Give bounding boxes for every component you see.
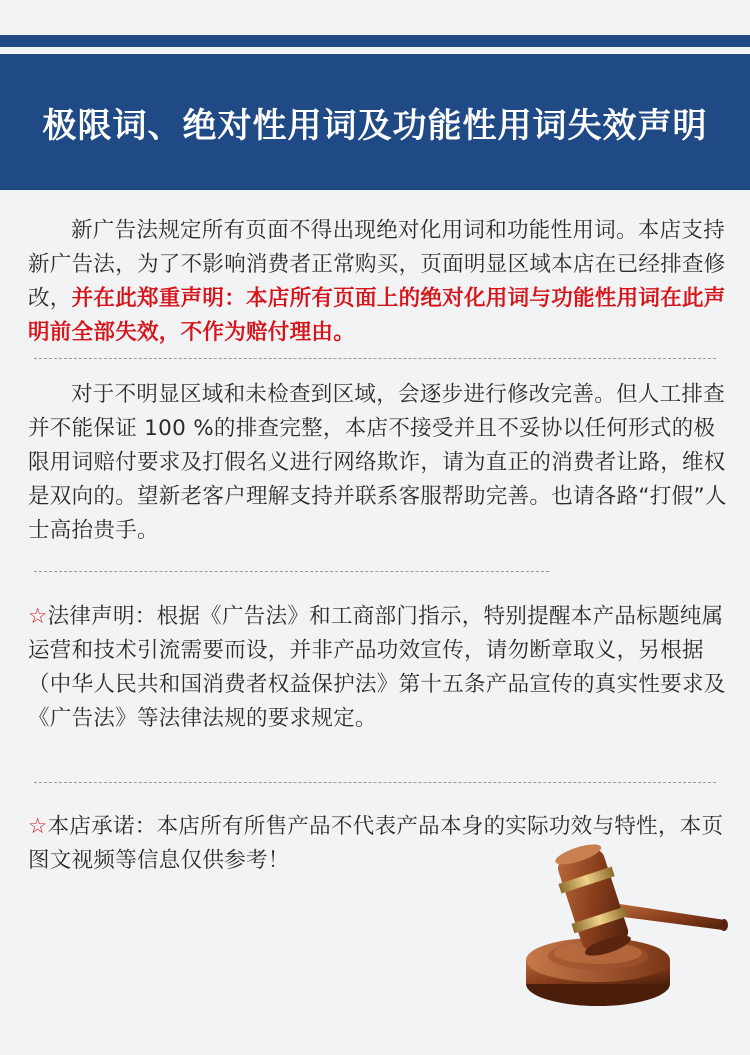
top-strip bbox=[0, 0, 750, 22]
store-promise-text: 本店承诺：本店所有所售产品不代表产品本身的实际功效与特性，本页图文视频等信息仅供参考！ bbox=[28, 814, 724, 873]
legal-statement-paragraph bbox=[28, 600, 728, 736]
page-title: 极限词、绝对性用词及功能性用词失效声明 bbox=[42, 105, 708, 146]
declaration-paragraph bbox=[28, 214, 728, 350]
declaration-highlight: 并在此郑重声明：本店所有页面上的绝对化用词与功能性用词在此声明前全部失效，不作为赔付理由。 bbox=[28, 286, 726, 345]
notice-paragraph bbox=[28, 378, 728, 548]
star-icon: ☆ bbox=[28, 604, 48, 629]
declaration-text: 新广告法规定所有页面不得出现绝对化用词和功能性用词。本店支持新广告法，为了不影响消费者正常购买，页面明显区域本店在已经排查修改， bbox=[28, 218, 726, 311]
dashed-divider bbox=[34, 782, 716, 783]
header-accent-band bbox=[0, 35, 750, 47]
gavel-icon bbox=[520, 842, 730, 1012]
notice-text: 对于不明显区域和未检查到区域，会逐步进行修改完善。但人工排查并不能保证 100 %的排查完整，本店不接受并且不妥协以任何形式的极限用词赔付要求及打假名义进行网络欺诈，请为直正的消费者让路，维权是双向的。望新老客户理解支持并联系客服帮助完善。也请各路“打假”人士高抬贵手。 bbox=[28, 382, 727, 543]
dashed-divider bbox=[34, 571, 549, 572]
star-icon: ☆ bbox=[28, 814, 48, 839]
legal-statement-text: 法律声明：根据《广告法》和工商部门指示，特别提醒本产品标题纯属运营和技术引流需要而设，并非产品功效宣传，请勿断章取义，另根据（中华人民共和国消费者权益保护法》第十五条产品宣传的真实性要求及《广告法》等法律法规的要求规定。 bbox=[28, 604, 726, 731]
dashed-divider bbox=[34, 358, 716, 359]
header-bar bbox=[0, 54, 750, 190]
